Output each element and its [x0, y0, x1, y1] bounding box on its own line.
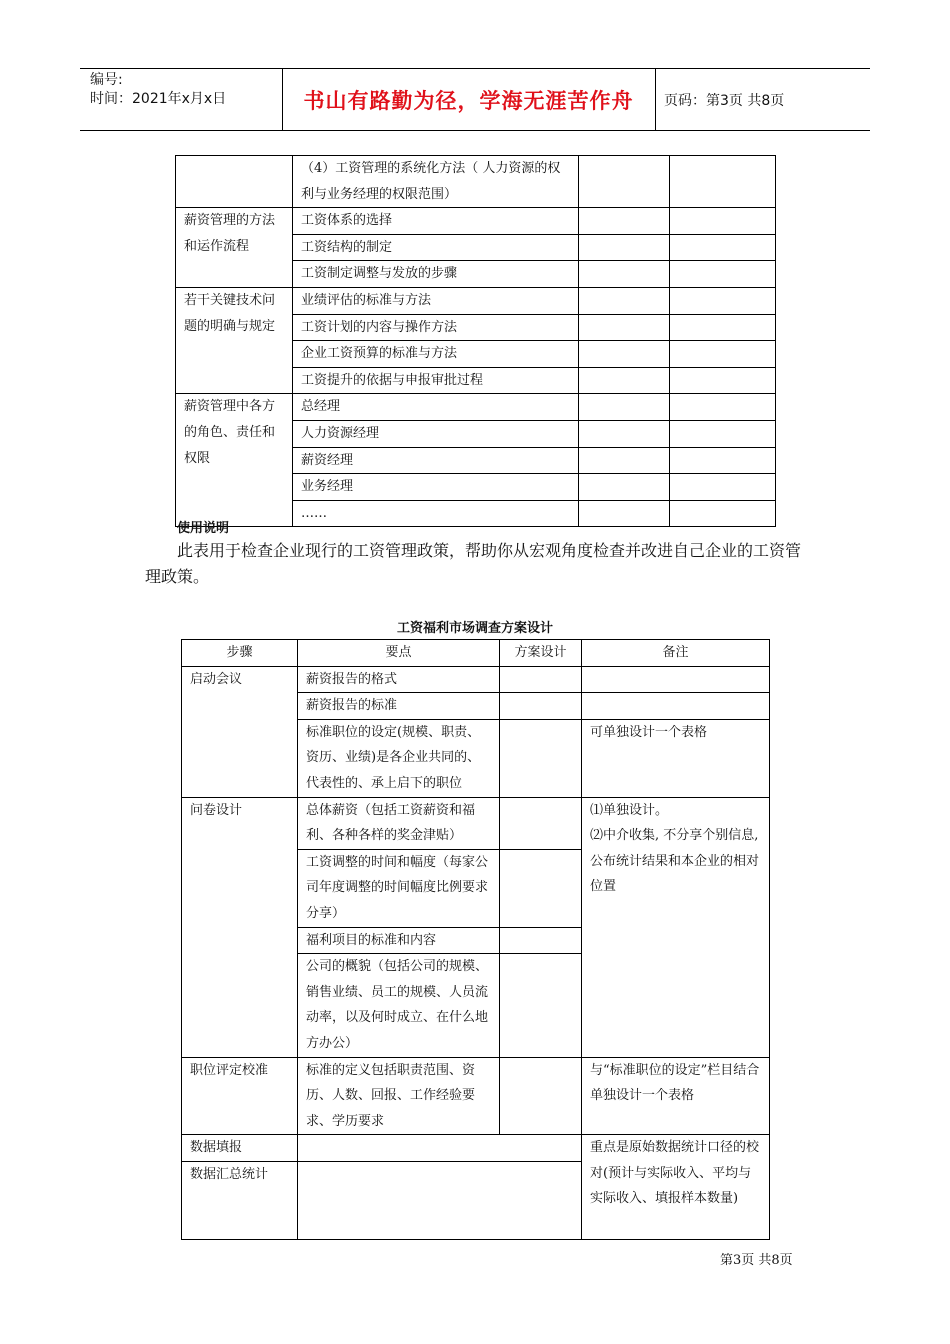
item-cell: 工资制定调整与发放的步骤 [293, 261, 579, 288]
table-row [182, 1057, 770, 1135]
survey-plan-table [181, 639, 770, 1240]
doc-number-label: 编号: [90, 72, 123, 88]
point-cell [298, 1161, 582, 1239]
point-cell: 标准职位的设定(规模、职责、资历、业绩)是各企业共同的、代表性的、承上启下的职位 [298, 719, 500, 797]
note-cell: 与“标准职位的设定”栏目结合单独设计一个表格 [582, 1057, 770, 1135]
note-cell [670, 287, 776, 314]
plan-cell [500, 954, 582, 1057]
page-footer: 第3页 共8页 [720, 1253, 793, 1268]
header-divider [655, 69, 656, 130]
table-row [182, 797, 770, 849]
check-cell [579, 500, 670, 527]
header-page-info: 页码：第3页 共8页 [664, 92, 785, 109]
plan-cell [500, 797, 582, 849]
point-cell: 薪资报告的标准 [298, 693, 500, 720]
point-cell: 公司的概貌（包括公司的规模、销售业绩、员工的规模、人员流动率，以及何时成立、在什么地方办公） [298, 954, 500, 1057]
note-cell [670, 420, 776, 447]
check-cell [579, 234, 670, 261]
table-row [182, 1135, 770, 1162]
note-cell [670, 367, 776, 394]
check-cell [579, 261, 670, 288]
plan-cell [500, 1057, 582, 1135]
note-cell [582, 666, 770, 693]
point-cell: 薪资报告的格式 [298, 666, 500, 693]
salary-checklist-table [175, 155, 776, 527]
note-cell [670, 341, 776, 368]
item-cell: （4）工资管理的系统化方法（ 人力资源的权利与业务经理的权限范围） [293, 156, 579, 208]
note-cell [582, 693, 770, 720]
check-cell [579, 156, 670, 208]
item-cell: 企业工资预算的标准与方法 [293, 341, 579, 368]
step-cell: 数据填报 [182, 1135, 298, 1162]
column-header: 备注 [582, 640, 770, 667]
page-header [80, 68, 870, 131]
point-cell [298, 1135, 582, 1162]
column-header: 要点 [298, 640, 500, 667]
point-cell: 标准的定义包括职责范围、资历、人数、回报、工作经验要求、学历要求 [298, 1057, 500, 1135]
item-cell: 人力资源经理 [293, 420, 579, 447]
header-motto: 书山有路勤为径，学海无涯苦作舟 [303, 88, 634, 113]
table-header-row [182, 640, 770, 667]
table-row [176, 156, 776, 208]
survey-table-title: 工资福利市场调查方案设计 [396, 621, 553, 636]
plan-cell [500, 849, 582, 927]
usage-heading: 使用说明 [177, 521, 230, 536]
note-line: ⑴单独设计。 [590, 802, 669, 818]
step-cell: 启动会议 [182, 666, 298, 797]
check-cell [579, 474, 670, 501]
plan-cell [500, 693, 582, 720]
table-row [176, 287, 776, 314]
category-cell: 若干关键技术问题的明确与规定 [176, 287, 293, 393]
step-cell: 职位评定校准 [182, 1057, 298, 1135]
item-cell: 工资结构的制定 [293, 234, 579, 261]
check-cell [579, 394, 670, 421]
note-cell [670, 156, 776, 208]
note-cell: 重点是原始数据统计口径的校对(预计与实际收入、平均与实际收入、填报样本数量) [582, 1135, 770, 1240]
item-cell: …… [293, 500, 579, 527]
doc-time-label: 时间：2021年x月x日 [90, 91, 227, 107]
plan-cell [500, 927, 582, 954]
step-cell: 问卷设计 [182, 797, 298, 1057]
table-row [182, 666, 770, 693]
note-cell [670, 234, 776, 261]
note-cell [670, 314, 776, 341]
note-cell [670, 474, 776, 501]
step-cell: 数据汇总统计 [182, 1161, 298, 1239]
note-cell: 可单独设计一个表格 [582, 719, 770, 797]
note-cell [582, 797, 770, 1057]
item-cell: 薪资经理 [293, 447, 579, 474]
point-cell: 总体薪资（包括工资薪资和福利、各种各样的奖金津贴） [298, 797, 500, 849]
check-cell [579, 287, 670, 314]
note-cell [670, 261, 776, 288]
item-cell: 工资体系的选择 [293, 208, 579, 235]
item-cell: 工资计划的内容与操作方法 [293, 314, 579, 341]
check-cell [579, 367, 670, 394]
note-cell [670, 208, 776, 235]
note-cell [670, 447, 776, 474]
plan-cell [500, 719, 582, 797]
check-cell [579, 341, 670, 368]
category-cell [176, 156, 293, 208]
plan-cell [500, 666, 582, 693]
check-cell [579, 447, 670, 474]
table-row [176, 394, 776, 421]
point-cell: 福利项目的标准和内容 [298, 927, 500, 954]
usage-paragraph: 此表用于检查企业现行的工资管理政策，帮助你从宏观角度检查并改进自己企业的工资管理政策。 [145, 541, 802, 586]
check-cell [579, 314, 670, 341]
note-cell [670, 394, 776, 421]
category-cell: 薪资管理中各方的角色、责任和权限 [176, 394, 293, 527]
table-row [176, 208, 776, 235]
header-meta [90, 71, 226, 109]
column-header: 步骤 [182, 640, 298, 667]
item-cell: 业绩评估的标准与方法 [293, 287, 579, 314]
note-cell [670, 500, 776, 527]
item-cell: 业务经理 [293, 474, 579, 501]
note-line: ⑵中介收集, 不分享个别信息, 公布统计结果和本企业的相对位置 [590, 828, 760, 895]
check-cell [579, 208, 670, 235]
point-cell: 工资调整的时间和幅度（每家公司年度调整的时间幅度比例要求分享） [298, 849, 500, 927]
category-cell: 薪资管理的方法和运作流程 [176, 208, 293, 288]
item-cell: 工资提升的依据与申报审批过程 [293, 367, 579, 394]
column-header: 方案设计 [500, 640, 582, 667]
check-cell [579, 420, 670, 447]
item-cell: 总经理 [293, 394, 579, 421]
